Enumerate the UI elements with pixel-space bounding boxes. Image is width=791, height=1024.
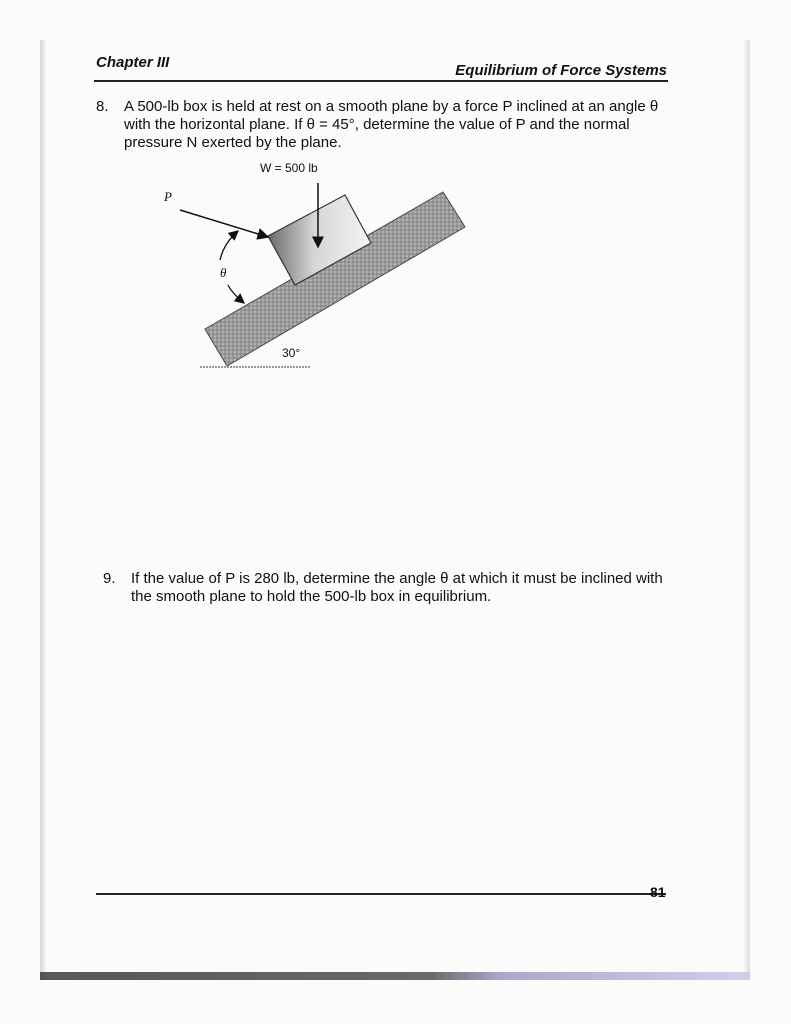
force-p-label: P [164,189,172,204]
scan-left-edge [40,40,46,980]
incline-figure [150,155,480,385]
force-p-arrow [180,210,268,237]
chapter-heading: Chapter III [96,54,170,71]
section-title: Equilibrium of Force Systems [455,62,667,79]
problem-number: 8. [96,98,109,115]
problem-text: If the value of P is 280 lb, determine the angle θ at which it must be inclined with the smooth plane to hold the 500-lb box in equilibrium. [131,570,663,605]
header-rule [94,80,668,82]
incline-angle-label: 30° [282,346,301,360]
problem-text: A 500-lb box is held at rest on a smooth plane by a force P inclined at an angle θ with the horizontal plane. If θ = 45°, determine the value of P and the normal pressure N exerted by the plane. [124,98,659,151]
scan-right-edge [744,40,750,980]
weight-label: W = 500 lb [260,161,318,175]
page-number: 81 [650,884,666,900]
footer-rule [96,893,666,895]
problem-number: 9. [103,570,116,587]
theta-label: θ [220,265,227,280]
scan-bottom-band [40,972,750,980]
theta-arc-upper [220,231,238,260]
theta-arc-lower [228,285,244,303]
